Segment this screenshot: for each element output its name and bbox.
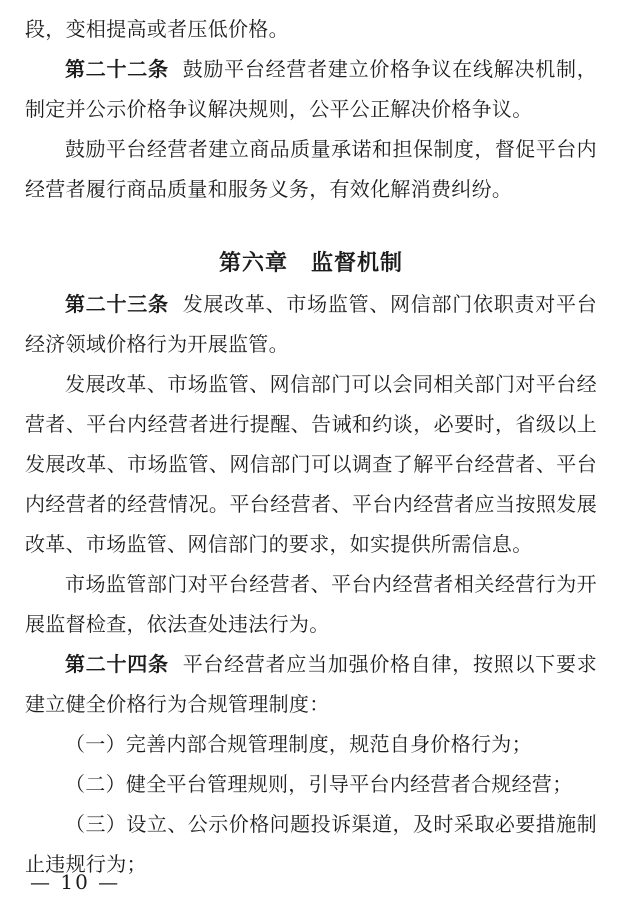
paragraph bbox=[25, 764, 597, 804]
paragraph-text: 发展改革、市场监管、网信部门依职责对平台经济领域价格行为开展监管。 bbox=[25, 292, 597, 356]
paragraph-text: 段，变相提高或者压低价格。 bbox=[25, 17, 289, 41]
paragraph bbox=[25, 564, 597, 644]
article-number: 第二十四条 bbox=[65, 652, 169, 676]
document-body bbox=[25, 9, 597, 884]
page-number: — 10 — bbox=[30, 870, 121, 894]
paragraph-text: （一）完善内部合规管理制度，规范自身价格行为； bbox=[65, 732, 532, 756]
paragraph-text: 市场监管部门对平台经营者、平台内经营者相关经营行为开展监督检查，依法查处违法行为。 bbox=[25, 572, 597, 636]
paragraph-text: 鼓励平台经营者建立价格争议在线解决机制，制定并公示价格争议解决规则，公平公正解决价格争议。 bbox=[25, 57, 597, 121]
paragraph-text: （三）设立、公示价格问题投诉渠道，及时采取必要措施制止违规行为； bbox=[25, 812, 597, 876]
paragraph bbox=[25, 129, 597, 209]
paragraph bbox=[25, 724, 597, 764]
paragraph-text: 平台经营者应当加强价格自律，按照以下要求建立健全价格行为合规管理制度： bbox=[25, 652, 597, 716]
paragraph-text: 鼓励平台经营者建立商品质量承诺和担保制度，督促平台内经营者履行商品质量和服务义务，有效化解消费纠纷。 bbox=[25, 137, 597, 201]
article-number: 第二十三条 bbox=[65, 292, 169, 316]
article-number: 第二十二条 bbox=[65, 57, 169, 81]
paragraph bbox=[25, 284, 597, 364]
paragraph bbox=[25, 644, 597, 724]
paragraph bbox=[25, 49, 597, 129]
paragraph bbox=[25, 364, 597, 564]
paragraph-text: 发展改革、市场监管、网信部门可以会同相关部门对平台经营者、平台内经营者进行提醒、告诫和约谈，必要时，省级以上发展改革、市场监管、网信部门可以调查了解平台经营者、平台内经营者的经营情况。平台经营者、平台内经营者应当按照发展改革、市场监管、网信部门的要求，如实提供所需信息。 bbox=[25, 372, 597, 556]
paragraph bbox=[25, 9, 597, 49]
chapter-heading: 第六章 监督机制 bbox=[218, 251, 403, 276]
paragraph-text: （二）健全平台管理规则，引导平台内经营者合规经营； bbox=[65, 772, 573, 796]
